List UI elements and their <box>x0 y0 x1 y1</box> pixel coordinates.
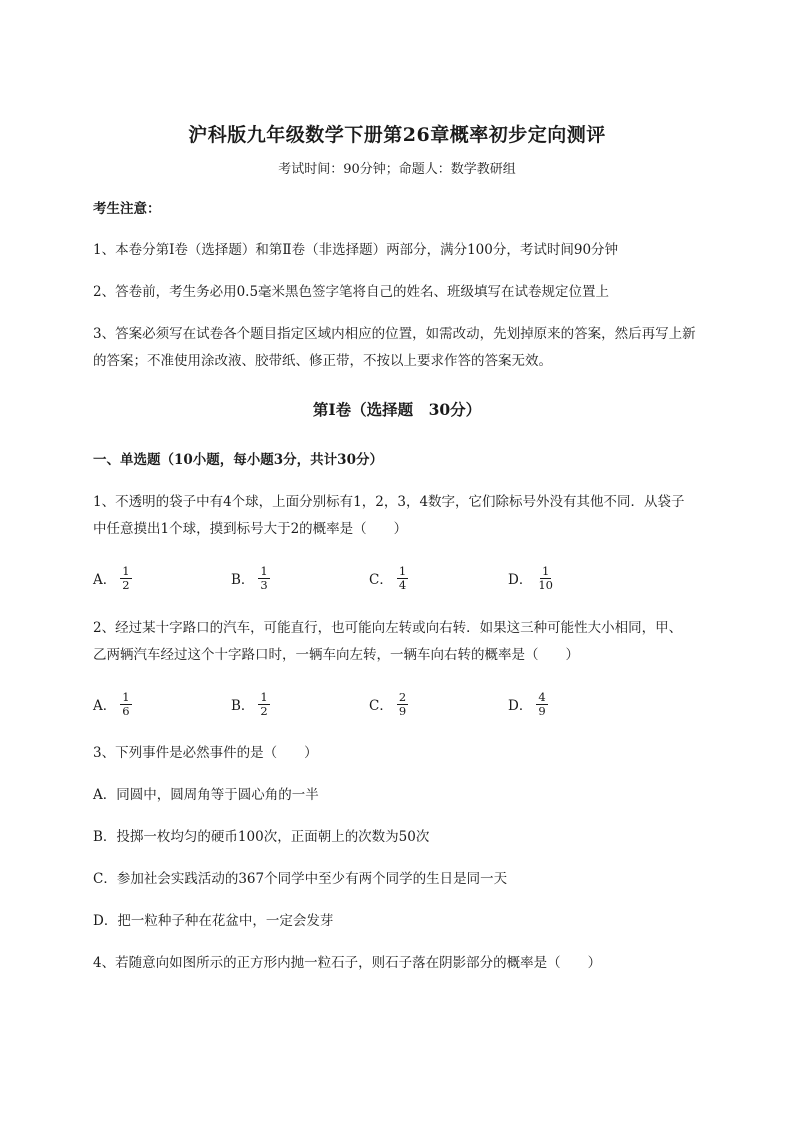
option-text: C．参加社会实践活动的367个同学中至少有两个同学的生日是同一天 <box>93 871 508 887</box>
numerator: 1 <box>398 563 407 578</box>
section-title: 第Ⅰ卷（选择题 30分） <box>312 400 482 419</box>
option-text: D．把一粒种子种在花盆中，一定会发芽 <box>93 913 334 929</box>
fraction <box>258 565 269 592</box>
denominator: 3 <box>260 577 268 592</box>
question-text: 2、经过某十字路口的汽车，可能直行，也可能向左转或向右转．如果这三种可能性大小相同，甲、 <box>93 620 683 636</box>
denominator: 9 <box>398 703 407 718</box>
option-letter: C． <box>369 572 393 588</box>
fraction <box>536 565 555 592</box>
option-letter: B． <box>231 572 255 588</box>
part-heading: 一、单选题（10小题，每小题3分，共计30分） <box>93 452 383 468</box>
option-letter: D． <box>508 572 533 588</box>
numerator: 2 <box>398 689 407 704</box>
option-d <box>508 558 555 598</box>
numerator: 1 <box>122 689 130 704</box>
numerator: 1 <box>122 563 130 578</box>
option-d <box>508 684 548 724</box>
question-text: 中任意摸出1个球，摸到标号大于2的概率是（ ） <box>93 521 408 537</box>
question-text: 1、不透明的袋子中有4个球，上面分别标有1，2，3，4数字，它们除标号外没有其他不同．从袋子 <box>93 494 685 510</box>
option-letter: B． <box>231 698 255 714</box>
numerator: 1 <box>260 563 268 578</box>
notice-item: 3、答案必须写在试卷各个题目指定区域内相应的位置，如需改动，先划掉原来的答案，然后再写上新 <box>93 326 696 342</box>
denominator: 9 <box>538 703 546 718</box>
fraction <box>120 691 131 718</box>
notice-heading: 考生注意： <box>93 201 161 217</box>
question-text: 乙两辆汽车经过这个十字路口时，一辆车向左转，一辆车向右转的概率是（ ） <box>93 647 579 663</box>
page-subtitle: 考试时间：90分钟；命题人：数学教研组 <box>278 162 516 177</box>
denominator: 4 <box>398 577 407 592</box>
question-text: 3、下列事件是必然事件的是（ ） <box>93 745 318 761</box>
notice-item: 的答案；不准使用涂改液、胶带纸、修正带，不按以上要求作答的答案无效。 <box>93 353 552 369</box>
fraction <box>258 691 269 718</box>
option-letter: D． <box>508 698 533 714</box>
numerator: 1 <box>541 563 550 578</box>
option-letter: C． <box>369 698 393 714</box>
option-letter: A． <box>93 698 117 714</box>
fraction <box>397 565 408 592</box>
option-c <box>369 684 408 724</box>
denominator: 6 <box>122 703 130 718</box>
page-title: 沪科版九年级数学下册第26章概率初步定向测评 <box>188 124 606 146</box>
denominator: 2 <box>260 703 268 718</box>
fraction <box>536 691 547 718</box>
fraction <box>120 565 131 592</box>
fraction <box>397 691 408 718</box>
numerator: 1 <box>260 689 268 704</box>
denominator: 2 <box>122 577 130 592</box>
option-text: B．投掷一枚均匀的硬币100次，正面朝上的次数为50次 <box>93 829 430 845</box>
option-text: A．同圆中，圆周角等于圆心角的一半 <box>93 787 319 803</box>
notice-item: 2、答卷前，考生务必用0.5毫米黑色签字笔将自己的姓名、班级填写在试卷规定位置上 <box>93 284 610 300</box>
numerator: 4 <box>538 689 546 704</box>
option-c <box>369 558 408 598</box>
option-b <box>231 558 270 598</box>
notice-item: 1、本卷分第Ⅰ卷（选择题）和第Ⅱ卷（非选择题）两部分，满分100分，考试时间90分钟 <box>93 242 619 258</box>
option-b <box>231 684 270 724</box>
option-a <box>93 684 132 724</box>
option-letter: A． <box>93 572 117 588</box>
option-a <box>93 558 132 598</box>
denominator: 10 <box>538 577 553 592</box>
question-text: 4、若随意向如图所示的正方形内抛一粒石子，则石子落在阴影部分的概率是（ ） <box>93 955 602 971</box>
